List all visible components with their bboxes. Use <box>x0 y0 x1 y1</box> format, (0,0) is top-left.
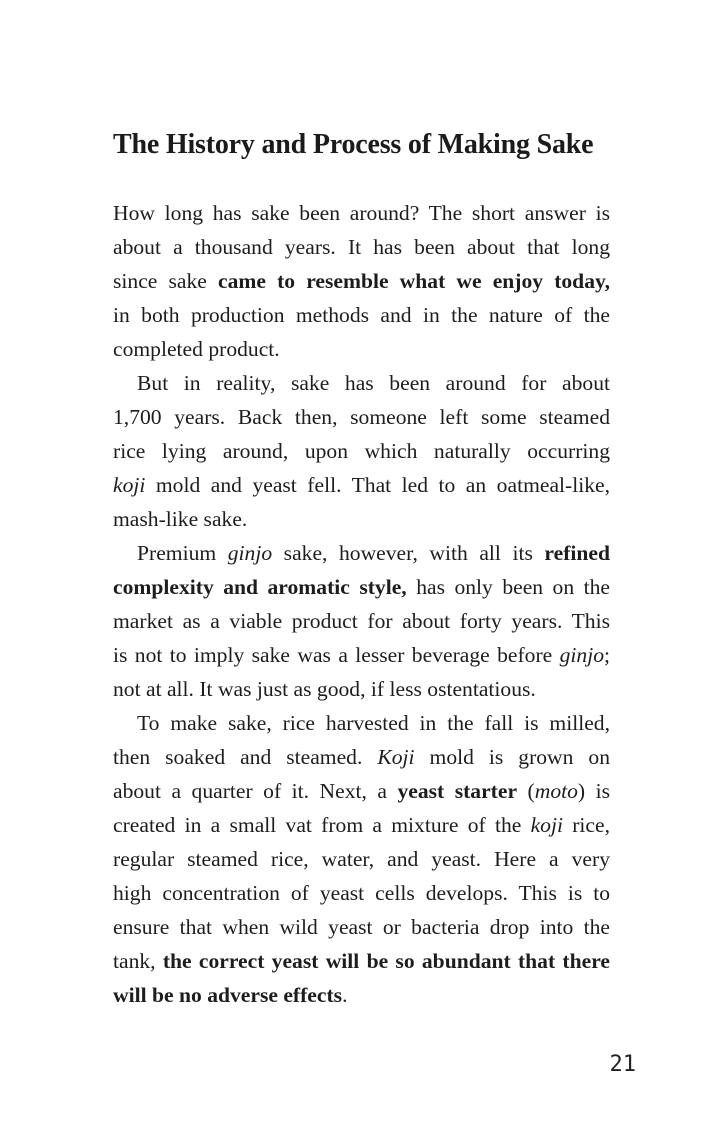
page-title: The History and Process of Making Sake <box>113 129 594 160</box>
text-segment: has only been on the <box>406 575 611 599</box>
text-segment: Premium <box>137 541 228 565</box>
text-segment: mold and yeast fell. That led to an oatmeal-like, <box>145 473 610 497</box>
bold-text-segment: complexity and aromatic style, <box>113 575 407 599</box>
text-segment: . <box>342 983 348 1007</box>
italic-text-segment: moto <box>534 779 578 803</box>
text-line <box>113 400 610 434</box>
text-segment: regular steamed rice, water, and yeast. Here a very <box>113 847 610 871</box>
text-line <box>113 298 610 332</box>
text-line <box>113 570 610 604</box>
text-segment: But in reality, sake has been around for about <box>137 371 610 395</box>
text-segment: rice, <box>562 813 611 837</box>
text-segment: How long has sake been around? The short answer is <box>113 201 610 225</box>
article-body <box>113 196 610 1012</box>
text-line <box>113 264 610 298</box>
text-line <box>113 842 610 876</box>
text-line <box>113 638 610 672</box>
bold-text-segment: came to resemble what we enjoy today, <box>218 269 610 293</box>
italic-text-segment: koji <box>113 473 146 497</box>
text-line <box>113 230 610 264</box>
text-segment: created in a small vat from a mixture of the <box>113 813 531 837</box>
text-segment: high concentration of yeast cells develops. This is to <box>113 881 610 905</box>
bold-text-segment: the correct yeast will be so abundant that there <box>162 949 610 973</box>
text-segment: about a thousand years. It has been about that long <box>113 235 610 259</box>
italic-text-segment: ginjo <box>227 541 273 565</box>
text-segment: ; <box>604 643 610 667</box>
text-segment: not at all. It was just as good, if less ostentatious. <box>113 677 536 701</box>
text-line <box>113 944 610 978</box>
text-line <box>113 672 610 706</box>
bold-text-segment: will be no adverse effects <box>113 983 343 1007</box>
text-segment: completed product. <box>113 337 280 361</box>
text-segment: sake, however, with all its <box>272 541 545 565</box>
italic-text-segment: Koji <box>377 745 415 769</box>
text-line <box>113 604 610 638</box>
text-segment: then soaked and steamed. <box>113 745 378 769</box>
text-segment: 1,700 years. Back then, someone left some steamed <box>113 405 610 429</box>
text-segment: ) is <box>577 779 610 803</box>
text-segment: ( <box>517 779 535 803</box>
italic-text-segment: koji <box>530 813 563 837</box>
text-line <box>113 434 610 468</box>
text-segment: about a quarter of it. Next, a <box>113 779 398 803</box>
text-line <box>113 978 610 1012</box>
text-segment: tank, <box>113 949 163 973</box>
text-line <box>113 332 610 366</box>
text-segment: is not to imply sake was a lesser beverage before <box>113 643 560 667</box>
text-segment: mold is grown on <box>414 745 611 769</box>
text-line <box>113 774 610 808</box>
text-line <box>113 808 610 842</box>
bold-text-segment: yeast starter <box>397 779 518 803</box>
text-line <box>113 876 610 910</box>
text-segment: since sake <box>113 269 218 293</box>
text-line <box>113 536 610 570</box>
text-line <box>113 366 610 400</box>
text-line <box>113 502 610 536</box>
text-segment: mash-like sake. <box>113 507 248 531</box>
text-line <box>113 706 610 740</box>
text-line <box>113 196 610 230</box>
text-segment: market as a viable product for about forty years. This <box>113 609 610 633</box>
text-segment: ensure that when wild yeast or bacteria drop into the <box>113 915 610 939</box>
text-line <box>113 910 610 944</box>
text-segment: rice lying around, upon which naturally occurring <box>113 439 610 463</box>
text-line <box>113 740 610 774</box>
text-segment: in both production methods and in the nature of the <box>113 303 610 327</box>
text-segment: To make sake, rice harvested in the fall is milled, <box>137 711 610 735</box>
italic-text-segment: ginjo <box>559 643 604 667</box>
bold-text-segment: refined <box>544 541 610 565</box>
text-line <box>113 468 610 502</box>
page-number: 21 <box>609 1052 636 1077</box>
